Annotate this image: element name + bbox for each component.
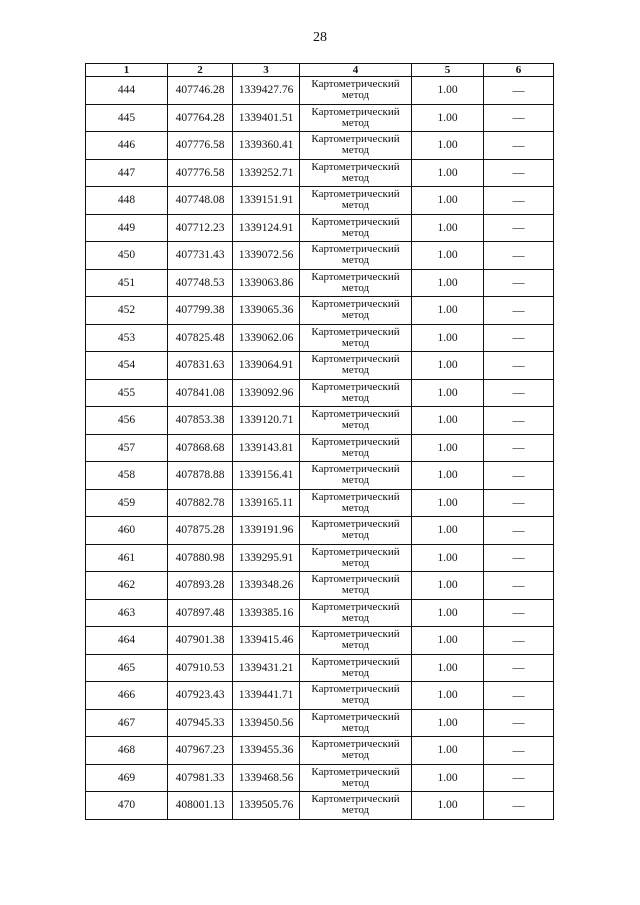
table-row [86,462,554,490]
method-cell [300,352,412,380]
y-coordinate-cell: 1339295.91 [233,544,300,572]
table-row [86,77,554,105]
description-cell: — [484,214,554,242]
y-coordinate-cell: 1339455.36 [233,737,300,765]
y-coordinate-cell: 1339450.56 [233,709,300,737]
column-header: 1 [86,64,168,77]
table-row [86,324,554,352]
method-cell [300,269,412,297]
table-row [86,627,554,655]
description-cell: — [484,352,554,380]
description-cell: — [484,792,554,820]
x-coordinate-cell: 407868.68 [168,434,233,462]
method-line-1: Картометрический [311,105,400,118]
y-coordinate-cell: 1339252.71 [233,159,300,187]
table-row [86,544,554,572]
method-line-2: метод [341,199,370,212]
method-line-2: метод [341,446,370,459]
point-number-cell: 451 [86,269,168,297]
accuracy-cell: 1.00 [412,379,484,407]
method-cell [300,379,412,407]
accuracy-cell: 1.00 [412,764,484,792]
method-line-2: метод [341,639,370,652]
description-cell: — [484,737,554,765]
y-coordinate-cell: 1339151.91 [233,187,300,215]
table-row [86,792,554,820]
point-number-cell: 446 [86,132,168,160]
x-coordinate-cell: 407901.38 [168,627,233,655]
method-line-1: Картометрический [311,243,400,256]
x-coordinate-cell: 407746.28 [168,77,233,105]
method-cell [300,627,412,655]
table-row [86,682,554,710]
table-row [86,242,554,270]
description-cell: — [484,599,554,627]
x-coordinate-cell: 407897.48 [168,599,233,627]
description-cell: — [484,132,554,160]
y-coordinate-cell: 1339165.11 [233,489,300,517]
method-cell [300,132,412,160]
point-number-cell: 448 [86,187,168,215]
method-line-2: метод [341,336,370,349]
method-cell [300,462,412,490]
y-coordinate-cell: 1339065.36 [233,297,300,325]
method-line-2: метод [341,749,370,762]
x-coordinate-cell: 407878.88 [168,462,233,490]
table-row [86,214,554,242]
description-cell: — [484,242,554,270]
method-line-2: метод [341,89,370,102]
method-line-2: метод [341,474,370,487]
table-row [86,654,554,682]
table-row [86,407,554,435]
table-row [86,599,554,627]
coordinates-table [85,63,554,820]
method-cell [300,77,412,105]
point-number-cell: 470 [86,792,168,820]
method-cell [300,407,412,435]
table-row [86,352,554,380]
method-cell [300,737,412,765]
method-line-1: Картометрический [311,573,400,586]
accuracy-cell: 1.00 [412,737,484,765]
method-line-2: метод [341,254,370,267]
description-cell: — [484,434,554,462]
accuracy-cell: 1.00 [412,517,484,545]
description-cell: — [484,462,554,490]
y-coordinate-cell: 1339064.91 [233,352,300,380]
method-line-2: метод [341,419,370,432]
point-number-cell: 455 [86,379,168,407]
method-line-1: Картометрический [311,628,400,641]
method-line-2: метод [341,364,370,377]
description-cell: — [484,627,554,655]
point-number-cell: 444 [86,77,168,105]
x-coordinate-cell: 407764.28 [168,104,233,132]
method-line-1: Картометрический [311,215,400,228]
table-row [86,159,554,187]
point-number-cell: 461 [86,544,168,572]
x-coordinate-cell: 407880.98 [168,544,233,572]
table-row [86,517,554,545]
y-coordinate-cell: 1339092.96 [233,379,300,407]
method-line-1: Картометрический [311,298,400,311]
accuracy-cell: 1.00 [412,104,484,132]
x-coordinate-cell: 407748.08 [168,187,233,215]
method-line-2: метод [341,171,370,184]
description-cell: — [484,379,554,407]
column-header: 3 [233,64,300,77]
y-coordinate-cell: 1339360.41 [233,132,300,160]
description-cell: — [484,572,554,600]
accuracy-cell: 1.00 [412,572,484,600]
accuracy-cell: 1.00 [412,159,484,187]
column-header: 4 [300,64,412,77]
x-coordinate-cell: 407799.38 [168,297,233,325]
method-cell [300,599,412,627]
point-number-cell: 457 [86,434,168,462]
method-cell [300,159,412,187]
table-row [86,187,554,215]
x-coordinate-cell: 407910.53 [168,654,233,682]
point-number-cell: 465 [86,654,168,682]
method-cell [300,489,412,517]
method-line-1: Картометрический [311,435,400,448]
method-line-1: Картометрический [311,738,400,751]
method-line-2: метод [341,391,370,404]
accuracy-cell: 1.00 [412,792,484,820]
table-row [86,434,554,462]
x-coordinate-cell: 407776.58 [168,159,233,187]
table-row [86,297,554,325]
accuracy-cell: 1.00 [412,407,484,435]
method-line-1: Картометрический [311,793,400,806]
method-line-2: метод [341,611,370,624]
method-line-2: метод [341,144,370,157]
description-cell: — [484,517,554,545]
point-number-cell: 454 [86,352,168,380]
y-coordinate-cell: 1339401.51 [233,104,300,132]
method-line-2: метод [341,501,370,514]
method-cell [300,434,412,462]
method-cell [300,709,412,737]
accuracy-cell: 1.00 [412,77,484,105]
y-coordinate-cell: 1339062.06 [233,324,300,352]
x-coordinate-cell: 407776.58 [168,132,233,160]
x-coordinate-cell: 407945.33 [168,709,233,737]
table-row [86,379,554,407]
method-cell [300,682,412,710]
description-cell: — [484,407,554,435]
description-cell: — [484,269,554,297]
accuracy-cell: 1.00 [412,242,484,270]
y-coordinate-cell: 1339072.56 [233,242,300,270]
x-coordinate-cell: 407981.33 [168,764,233,792]
point-number-cell: 449 [86,214,168,242]
accuracy-cell: 1.00 [412,462,484,490]
table-row [86,489,554,517]
method-line-2: метод [341,694,370,707]
description-cell: — [484,159,554,187]
description-cell: — [484,489,554,517]
description-cell: — [484,654,554,682]
accuracy-cell: 1.00 [412,682,484,710]
table-body [86,77,554,820]
method-line-1: Картометрический [311,545,400,558]
description-cell: — [484,764,554,792]
y-coordinate-cell: 1339156.41 [233,462,300,490]
method-line-1: Картометрический [311,353,400,366]
method-line-2: метод [341,804,370,817]
column-header: 6 [484,64,554,77]
method-line-2: метод [341,666,370,679]
accuracy-cell: 1.00 [412,434,484,462]
accuracy-cell: 1.00 [412,132,484,160]
point-number-cell: 458 [86,462,168,490]
y-coordinate-cell: 1339468.56 [233,764,300,792]
method-line-1: Картометрический [311,133,400,146]
method-cell [300,242,412,270]
method-cell [300,654,412,682]
point-number-cell: 447 [86,159,168,187]
method-line-1: Картометрический [311,463,400,476]
point-number-cell: 459 [86,489,168,517]
point-number-cell: 450 [86,242,168,270]
point-number-cell: 469 [86,764,168,792]
method-line-2: метод [341,556,370,569]
point-number-cell: 456 [86,407,168,435]
table-row [86,132,554,160]
method-cell [300,297,412,325]
accuracy-cell: 1.00 [412,654,484,682]
accuracy-cell: 1.00 [412,627,484,655]
y-coordinate-cell: 1339120.71 [233,407,300,435]
accuracy-cell: 1.00 [412,352,484,380]
accuracy-cell: 1.00 [412,214,484,242]
x-coordinate-cell: 407923.43 [168,682,233,710]
description-cell: — [484,297,554,325]
y-coordinate-cell: 1339441.71 [233,682,300,710]
table-row [86,709,554,737]
accuracy-cell: 1.00 [412,599,484,627]
description-cell: — [484,709,554,737]
x-coordinate-cell: 408001.13 [168,792,233,820]
accuracy-cell: 1.00 [412,269,484,297]
page-number: 28 [313,30,327,45]
method-line-2: метод [341,281,370,294]
method-line-1: Картометрический [311,380,400,393]
point-number-cell: 466 [86,682,168,710]
method-line-1: Картометрический [311,188,400,201]
description-cell: — [484,77,554,105]
accuracy-cell: 1.00 [412,324,484,352]
y-coordinate-cell: 1339063.86 [233,269,300,297]
table-row [86,737,554,765]
x-coordinate-cell: 407893.28 [168,572,233,600]
method-line-1: Картометрический [311,765,400,778]
description-cell: — [484,324,554,352]
method-line-1: Картометрический [311,710,400,723]
accuracy-cell: 1.00 [412,187,484,215]
table-row [86,269,554,297]
table-row [86,572,554,600]
method-line-2: метод [341,721,370,734]
x-coordinate-cell: 407841.08 [168,379,233,407]
column-header: 2 [168,64,233,77]
method-line-1: Картометрический [311,683,400,696]
table-header-row [86,64,554,77]
method-cell [300,572,412,600]
accuracy-cell: 1.00 [412,544,484,572]
x-coordinate-cell: 407712.23 [168,214,233,242]
x-coordinate-cell: 407831.63 [168,352,233,380]
x-coordinate-cell: 407875.28 [168,517,233,545]
x-coordinate-cell: 407825.48 [168,324,233,352]
point-number-cell: 468 [86,737,168,765]
y-coordinate-cell: 1339124.91 [233,214,300,242]
method-cell [300,792,412,820]
y-coordinate-cell: 1339348.26 [233,572,300,600]
description-cell: — [484,682,554,710]
method-cell [300,324,412,352]
y-coordinate-cell: 1339427.76 [233,77,300,105]
method-line-2: метод [341,309,370,322]
accuracy-cell: 1.00 [412,297,484,325]
method-line-1: Картометрический [311,325,400,338]
x-coordinate-cell: 407731.43 [168,242,233,270]
x-coordinate-cell: 407748.53 [168,269,233,297]
method-cell [300,187,412,215]
point-number-cell: 445 [86,104,168,132]
method-line-2: метод [341,529,370,542]
y-coordinate-cell: 1339431.21 [233,654,300,682]
y-coordinate-cell: 1339191.96 [233,517,300,545]
column-header: 5 [412,64,484,77]
description-cell: — [484,544,554,572]
method-line-2: метод [341,776,370,789]
method-line-1: Картометрический [311,600,400,613]
point-number-cell: 453 [86,324,168,352]
accuracy-cell: 1.00 [412,489,484,517]
method-line-2: метод [341,116,370,129]
table-row [86,104,554,132]
method-line-1: Картометрический [311,408,400,421]
y-coordinate-cell: 1339143.81 [233,434,300,462]
method-cell [300,517,412,545]
method-line-2: метод [341,584,370,597]
point-number-cell: 460 [86,517,168,545]
description-cell: — [484,187,554,215]
y-coordinate-cell: 1339505.76 [233,792,300,820]
method-cell [300,104,412,132]
method-line-1: Картометрический [311,78,400,91]
x-coordinate-cell: 407853.38 [168,407,233,435]
method-line-1: Картометрический [311,518,400,531]
table-row [86,764,554,792]
y-coordinate-cell: 1339385.16 [233,599,300,627]
x-coordinate-cell: 407967.23 [168,737,233,765]
point-number-cell: 463 [86,599,168,627]
method-cell [300,544,412,572]
method-cell [300,214,412,242]
x-coordinate-cell: 407882.78 [168,489,233,517]
point-number-cell: 464 [86,627,168,655]
method-line-1: Картометрический [311,490,400,503]
method-line-1: Картометрический [311,160,400,173]
accuracy-cell: 1.00 [412,709,484,737]
method-line-1: Картометрический [311,655,400,668]
method-line-2: метод [341,226,370,239]
point-number-cell: 462 [86,572,168,600]
y-coordinate-cell: 1339415.46 [233,627,300,655]
description-cell: — [484,104,554,132]
point-number-cell: 467 [86,709,168,737]
method-cell [300,764,412,792]
method-line-1: Картометрический [311,270,400,283]
point-number-cell: 452 [86,297,168,325]
